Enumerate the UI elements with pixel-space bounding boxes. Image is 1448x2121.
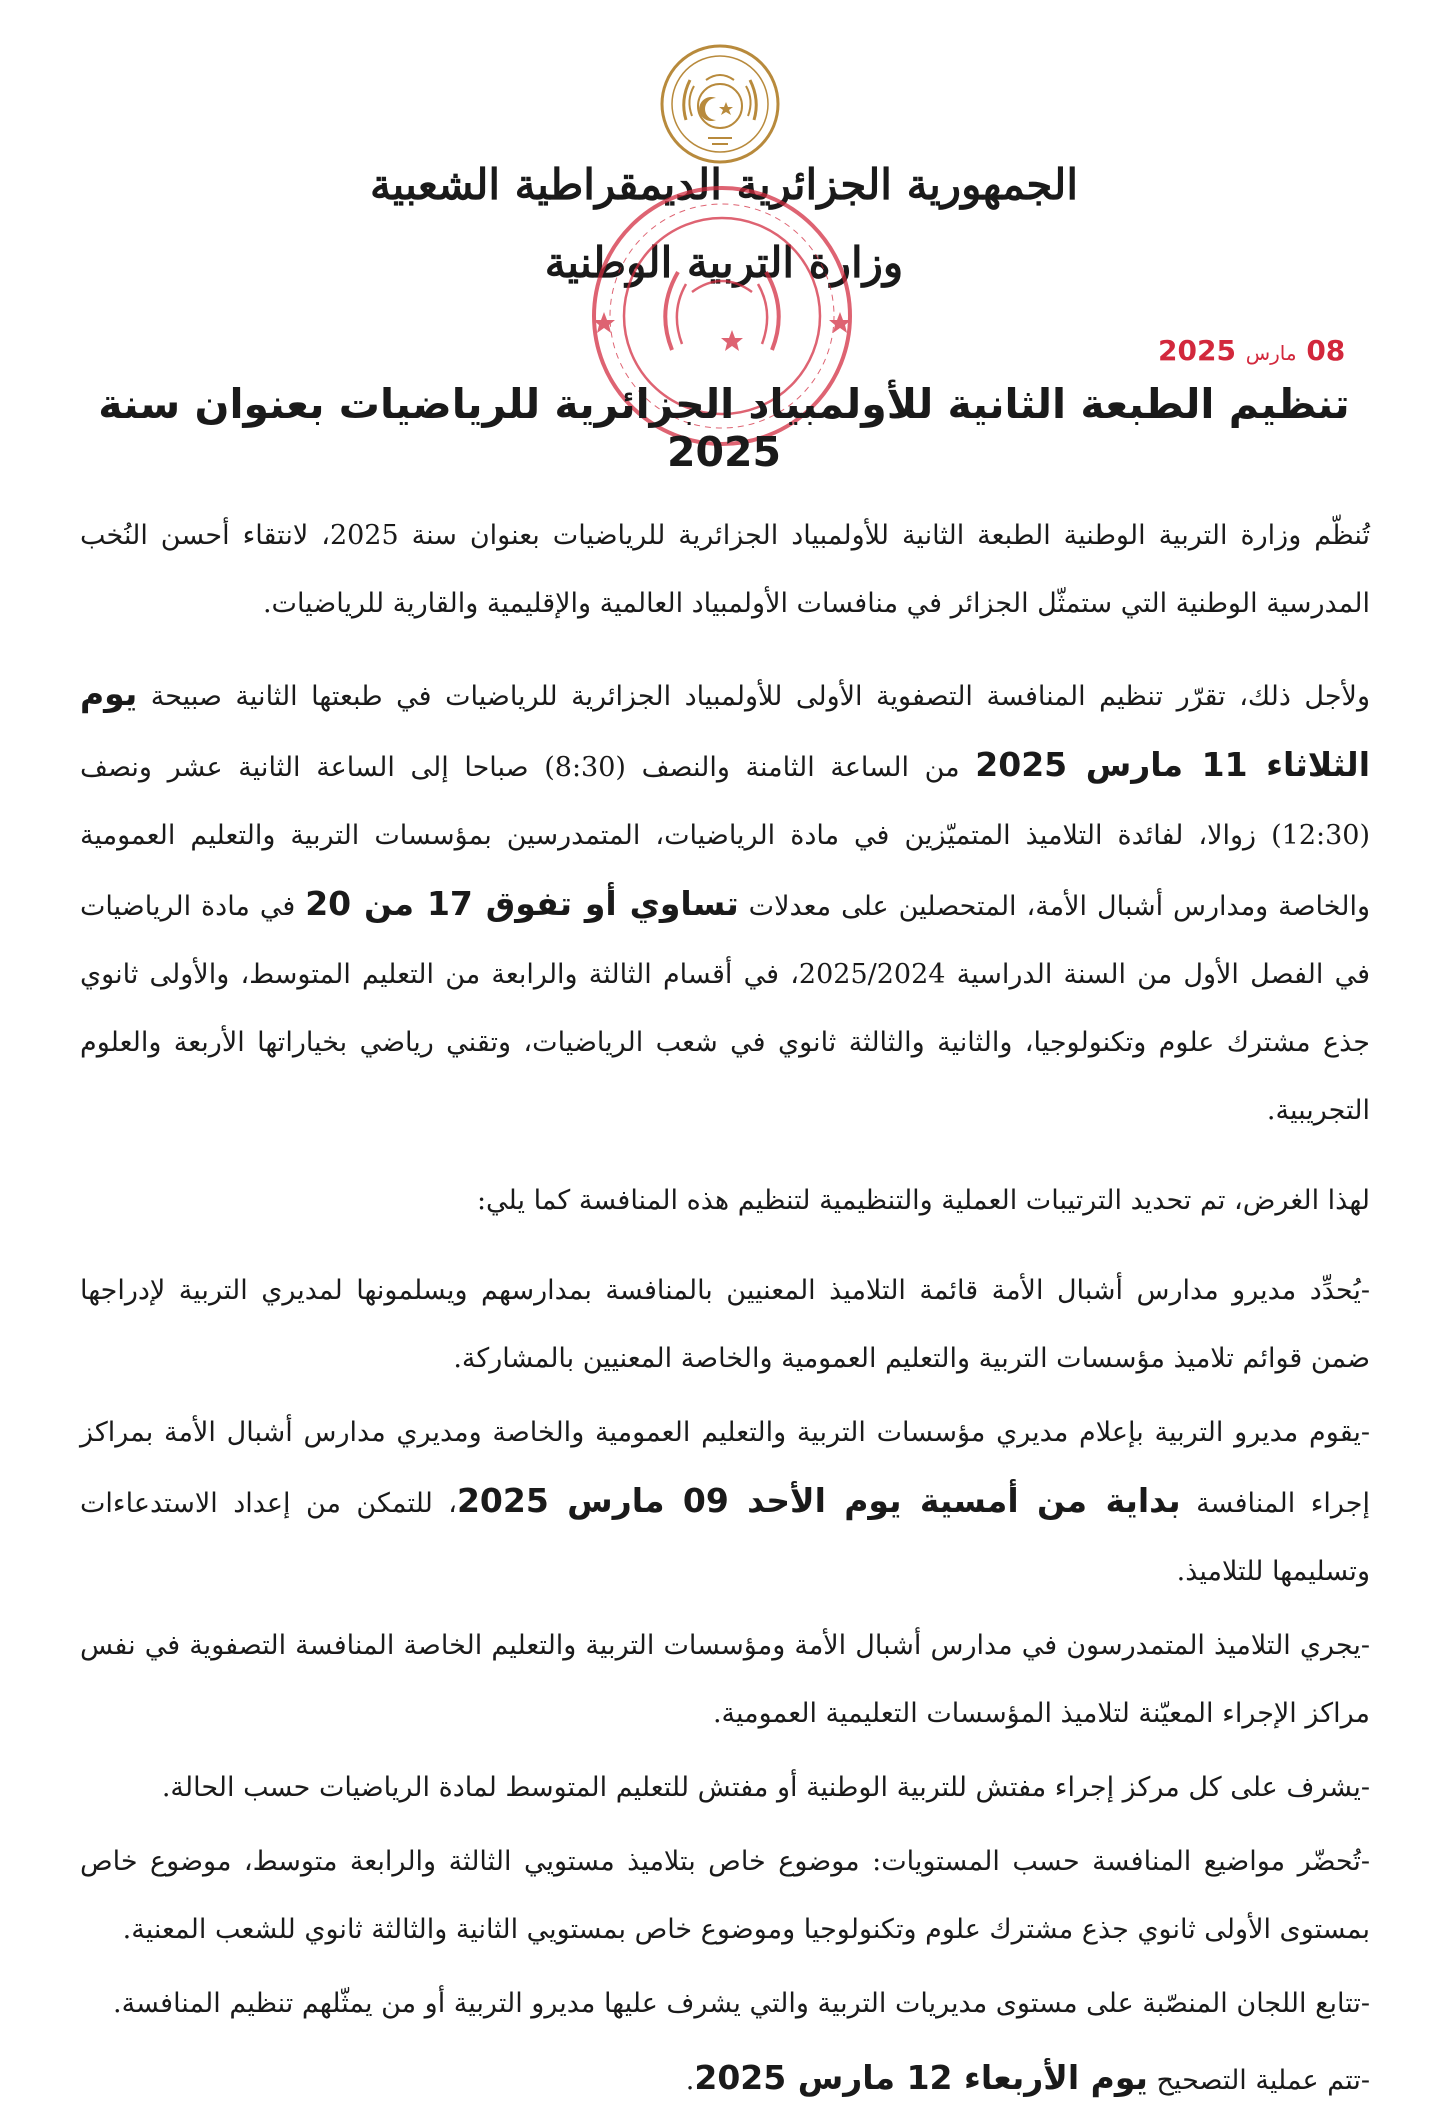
date-stamp (1158, 334, 1345, 367)
national-emblem-icon (656, 40, 784, 168)
schedule-text-c: من الساعة الثامنة والنصف (8:30) صباحا إلى الساعة الثانية عشر ونصف (12:30) زوالا، لفائدة التلاميذ المتميّزين في مادة الرياضيات، المتمدرسين بمؤسسات التربية والتعليم العمومية والخاصة ومدارس أشبال الأمة، المتحصلين على معدلات (80, 752, 1370, 922)
competition-date: يوم الثلاثاء 11 مارس 2025 (80, 674, 1370, 784)
list-item-text: -يقوم مديرو التربية بإعلام مديري مؤسسات التربية والتعليم العمومية والخاصة ومديري مدارس أشبال الأمة بمراكز إجراء المنافسة (80, 1417, 1370, 1519)
list-item: -يشرف على كل مركز إجراء مفتش للتربية الوطنية أو مفتش للتعليم المتوسط لمادة الرياضيات حسب الحالة. (161, 1772, 1370, 1803)
list-item: -يُحدِّد مديرو مدارس أشبال الأمة قائمة التلاميذ المعنيين بالمنافسة بمدارسهم ويسلمونها لمديري التربية لإدراجها ضمن قوائم تلاميذ مؤسسات التربية والتعليم العمومية والخاصة المعنيين بالمشاركة. (80, 1275, 1370, 1374)
date-stamp-month: مارس (1245, 341, 1297, 365)
list-item (80, 2044, 1370, 2115)
list-item (80, 1399, 1370, 1606)
date-stamp-year: 2025 (1158, 334, 1236, 367)
schedule-paragraph (80, 660, 1370, 1145)
list-item: -تتابع اللجان المنصّبة على مستوى مديريات التربية والتي يشرف عليها مديرو التربية أو من يمثّلهم تنظيم المنافسة. (113, 1988, 1370, 2019)
list-item-text: ، للتمكن من إعداد الاستدعاءات وتسليمها للتلاميذ. (80, 1488, 1370, 1587)
intro-paragraph: تُنظّم وزارة التربية الوطنية الطبعة الثانية للأولمبياد الجزائرية للرياضيات بعنوان سنة 2025، لانتقاء أحسن النُخب المدرسية الوطنية التي ستمثّل الجزائر في منافسات الأولمبياد العالمية والإقليمية والقارية للرياضيات. (80, 520, 1370, 619)
schedule-text-e: في مادة الرياضيات في الفصل الأول من السنة الدراسية 2025/2024، في أقسام الثالثة والرابعة من التعليم المتوسط، والأولى ثانوي جذع مشترك علوم وتكنولوجيا، والثانية والثالثة ثانوي في شعب الرياضيات، وتقني رياضي بخياراتها الأربعة والعلوم التجريبية. (80, 891, 1370, 1126)
republic-heading: الجمهورية الجزائرية الديمقراطية الشعبية (369, 160, 1078, 209)
list-item: -تُحضّر مواضيع المنافسة حسب المستويات: موضوع خاص بتلاميذ مستويي الثالثة والرابعة متوسط، موضوع خاص بمستوى الأولى ثانوي جذع مشترك علوم وتكنولوجيا وموضوع خاص بمستويي الثانية والثالثة ثانوي للشعب المعنية. (80, 1846, 1370, 1945)
notification-date: بداية من أمسية يوم الأحد 09 مارس 2025 (456, 1481, 1181, 1520)
correction-date: يوم الأربعاء 12 مارس 2025 (694, 2058, 1148, 2097)
grade-requirement: تساوي أو تفوق 17 من 20 (305, 884, 739, 923)
document-body (80, 502, 1370, 2121)
arrangements-intro: لهذا الغرض، تم تحديد الترتيبات العملية والتنظيمية لتنظيم هذه المنافسة كما يلي: (476, 1185, 1370, 1216)
list-item: -يجري التلاميذ المتمدرسون في مدارس أشبال الأمة ومؤسسات التربية والتعليم الخاصة المنافسة التصفوية في نفس مراكز الإجراء المعيّنة لتلاميذ المؤسسات التعليمية العمومية. (80, 1630, 1370, 1729)
list-item-text: . (685, 2065, 695, 2096)
ministry-heading: وزارة التربية الوطنية (544, 238, 904, 287)
list-item-text: -تتم عملية التصحيح (1147, 2065, 1370, 2096)
date-stamp-day: 08 (1306, 334, 1346, 367)
schedule-text-a: ولأجل ذلك، تقرّر تنظيم المنافسة التصفوية الأولى للأولمبياد الجزائرية للرياضيات في طبعتها الثانية صبيحة (137, 681, 1370, 712)
document-title: تنظيم الطبعة الثانية للأولمبياد الجزائرية للرياضيات بعنوان سنة 2025 (98, 380, 1350, 476)
